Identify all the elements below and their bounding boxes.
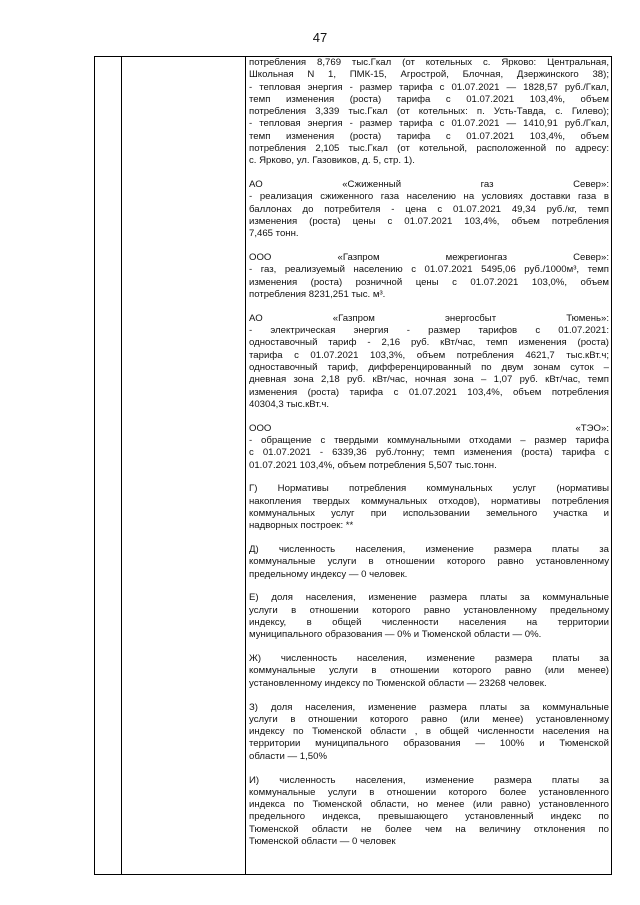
text-line: одноставочный тариф - 2,16 руб. кВт/час, темп изменения (роста)	[249, 337, 609, 349]
text-line: с. Ярково, ул. Газовиков, д. 5, стр. 1).	[249, 155, 415, 167]
text-line: дневная зона 2,18 руб. кВт/час, ночная зона – 1,07 руб. кВт/час, темп	[249, 374, 609, 386]
paragraph	[249, 544, 609, 581]
text-line: потребления 8231,251 тыс. м³.	[249, 289, 386, 301]
text-line: изменения (роста) тарифа с 01.07.2021 103,4%, объем потребления	[249, 386, 609, 398]
paragraph	[249, 702, 609, 763]
text-line: индексу, в общей численности населения на территории	[249, 617, 609, 629]
paragraph	[249, 775, 609, 849]
text-line: - газ, реализуемый населению с 01.07.2021 5495,06 руб./1000м³, темп	[249, 264, 609, 276]
text-line: надворных построек: **	[249, 520, 354, 532]
text-line: - реализация сжиженного газа населению на условиях доставки газа в	[249, 191, 609, 203]
text-line: области — 1,50%	[249, 750, 328, 762]
text-line: коммунальные услуги в отношении которого более установленного	[249, 786, 609, 798]
paragraph	[249, 313, 609, 411]
text-line: потребления 3,339 тыс.Гкал (от котельных: п. Усть-Тавда, с. Гилево);	[249, 106, 609, 118]
document-table	[94, 56, 612, 875]
text-line: территории муниципального образования — 100% и Тюменской	[249, 738, 609, 750]
paragraph	[249, 423, 609, 472]
text-line: Ж) численность населения, изменение размера платы за	[249, 653, 609, 665]
text-line: потребления 2,105 тыс.Гкал (от котельной, расположенной по адресу:	[249, 143, 609, 155]
text-line: 40304,3 тыс.кВт.ч.	[249, 398, 330, 410]
text-line: - обращение с твердыми коммунальными отходами – размер тарифа	[249, 435, 609, 447]
column-divider-2	[245, 57, 246, 874]
text-line: - электрическая энергия - размер тарифов с 01.07.2021:	[249, 325, 609, 337]
text-line: муниципального образования — 0% и Тюменской области — 0%.	[249, 629, 542, 641]
column-divider-1	[121, 57, 122, 874]
text-line: темп изменения (роста) тарифа с 01.07.2021 103,4%, объем	[249, 93, 609, 105]
text-line: Тюменской области не более чем на величину отклонения по	[249, 823, 609, 835]
paragraph	[249, 483, 609, 532]
text-line: накопления твердых коммунальных отходов), нормативы потребления	[249, 495, 609, 507]
text-line: - тепловая энергия - размер тарифа с 01.07.2021 — 1828,57 руб./Гкал,	[249, 81, 609, 93]
text-line: Школьная N 1, ПМК-15, Агрострой, Блочная, Дзержинского 38);	[249, 69, 609, 81]
text-line: Тюменской области — 0 человек	[249, 836, 396, 848]
text-line: З) доля населения, изменение размера платы за коммунальные	[249, 701, 609, 713]
text-line: коммунальные услуги в отношении которого равно (или менее)	[249, 665, 609, 677]
text-line: установленному индексу по Тюменской области — 23268 человек.	[249, 677, 547, 689]
paragraph	[249, 592, 609, 641]
text-line: индексу по Тюменской области , в общей численности населения на	[249, 726, 609, 738]
text-line: 01.07.2021 103,4%, объем потребления 5,507 тыс.тонн.	[249, 459, 497, 471]
text-line: услуги в отношении которого равно (или менее) установленному	[249, 713, 609, 725]
table-content-cell	[249, 57, 609, 860]
text-line: 7,465 тонн.	[249, 228, 299, 240]
text-line: ООО «Газпром межрегионгаз Север»:	[249, 252, 609, 264]
text-line: АО «Газпром энергосбыт Тюмень»:	[249, 312, 609, 324]
text-line: предельного индекса, превышающего установленный индекс по	[249, 811, 609, 823]
text-line: изменения (роста) цены с 01.07.2021 103,4%, объем потребления	[249, 216, 609, 228]
text-line: индекса по Тюменской области, но менее (или равно) установленного	[249, 799, 609, 811]
page-number: 47	[312, 30, 328, 45]
text-line: тарифа с 01.07.2021 103,3%, объем потребления 4621,7 тыс.кВт.ч;	[249, 349, 609, 361]
text-line: с 01.07.2021 - 6339,36 руб./тонну; темп изменения (роста) тарифа с	[249, 447, 609, 459]
text-line: ООО «ТЭО»:	[249, 422, 609, 434]
text-line: И) численность населения, изменение размера платы за	[249, 774, 609, 786]
text-line: коммунальных услуг при использовании земельного участка и	[249, 508, 609, 519]
paragraph	[249, 179, 609, 240]
text-line: темп изменения (роста) тарифа с 01.07.2021 103,4%, объем	[249, 130, 609, 142]
text-line: баллонах до потребителя - цена с 01.07.2021 49,34 руб./кг, темп	[249, 203, 609, 215]
text-line: коммунальные услуги в отношении которого равно установленному	[249, 556, 609, 568]
text-line: Е) доля населения, изменение размера платы за коммунальные	[249, 592, 609, 604]
text-line: потребления 8,769 тыс.Гкал (от котельных с. Ярково: Центральная,	[249, 57, 609, 68]
paragraph	[249, 252, 609, 301]
text-line: изменения (роста) розничной цены с 01.07.2021 103,0%, объем	[249, 276, 609, 288]
paragraph	[249, 653, 609, 690]
text-line: предельному индексу — 0 человек.	[249, 568, 408, 580]
text-line: услуги в отношении которого равно установленному предельному	[249, 604, 609, 616]
text-line: Г) Нормативы потребления коммунальных услуг (нормативы	[249, 483, 609, 495]
paragraph	[249, 57, 609, 168]
text-line: одноставочный тариф, дифференцированный по двум зонам суток –	[249, 362, 609, 374]
text-line: Д) численность населения, изменение размера платы за	[249, 544, 609, 556]
text-line: АО «Сжиженный газ Север»:	[249, 179, 609, 191]
text-line: - тепловая энергия - размер тарифа с 01.07.2021 — 1410,91 руб./Гкал,	[249, 118, 609, 130]
